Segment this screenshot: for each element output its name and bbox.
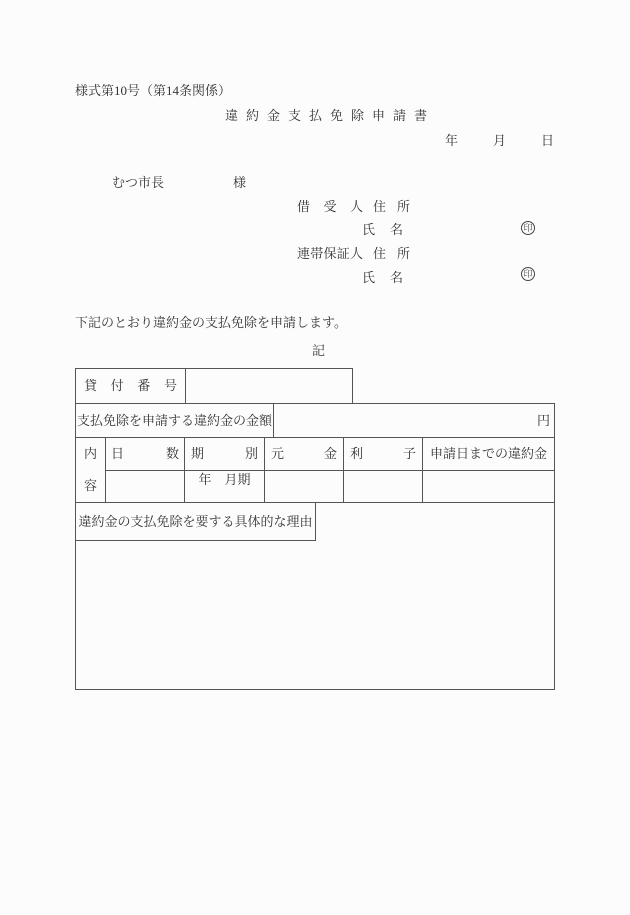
ki-heading: 記 (312, 343, 326, 358)
date-line (445, 134, 554, 149)
amount-unit-label: 円 (536, 413, 550, 428)
header-interest-cell: 利子 (343, 437, 423, 471)
period-value-cell: 年 月期 (184, 470, 265, 503)
guarantor-seal-icon: 印 (521, 267, 535, 281)
loan-number-value-cell (185, 368, 353, 404)
document-title: 違約金支払免除申請書 (225, 108, 436, 123)
loan-number-label-cell: 貸付番号 (75, 368, 186, 404)
borrower-seal-icon: 印 (521, 221, 535, 235)
guarantor-name-label: 氏名 (362, 270, 403, 285)
amount-label-cell: 支払免除を申請する違約金の金額 (75, 403, 274, 438)
content-label-cell (75, 437, 106, 503)
date-month-label: 月 (492, 133, 506, 148)
addressee-name: むつ市長 (112, 175, 165, 190)
days-value-cell (105, 470, 185, 503)
header-penalty-cell: 申請日までの違約金 (422, 437, 555, 471)
addressee-honorific: 様 (233, 175, 247, 190)
date-year-label: 年 (445, 133, 459, 148)
application-table (75, 368, 555, 690)
amount-value-cell (273, 403, 555, 438)
header-principal-cell: 元金 (264, 437, 344, 471)
header-days-cell: 日数 (105, 437, 185, 471)
borrower-label: 借受人 (297, 199, 363, 214)
header-period-cell: 期別 (184, 437, 265, 471)
borrower-address-label: 住所 (373, 199, 410, 214)
guarantor-label: 連帯保証人 (297, 246, 363, 261)
principal-value-cell (264, 470, 344, 503)
borrower-name-label: 氏名 (362, 222, 403, 237)
guarantor-address-label: 住所 (373, 246, 410, 261)
declaration-text: 下記のとおり違約金の支払免除を申請します。 (75, 315, 347, 330)
interest-value-cell (343, 470, 423, 503)
content-label-bottom: 容 (83, 477, 97, 493)
date-day-label: 日 (540, 133, 554, 148)
reason-label-cell: 違約金の支払免除を要する具体的な理由 (75, 502, 316, 541)
penalty-value-cell (422, 470, 555, 503)
content-label-top: 内 (83, 445, 97, 461)
form-number: 様式第10号（第14条関係） (75, 83, 232, 98)
